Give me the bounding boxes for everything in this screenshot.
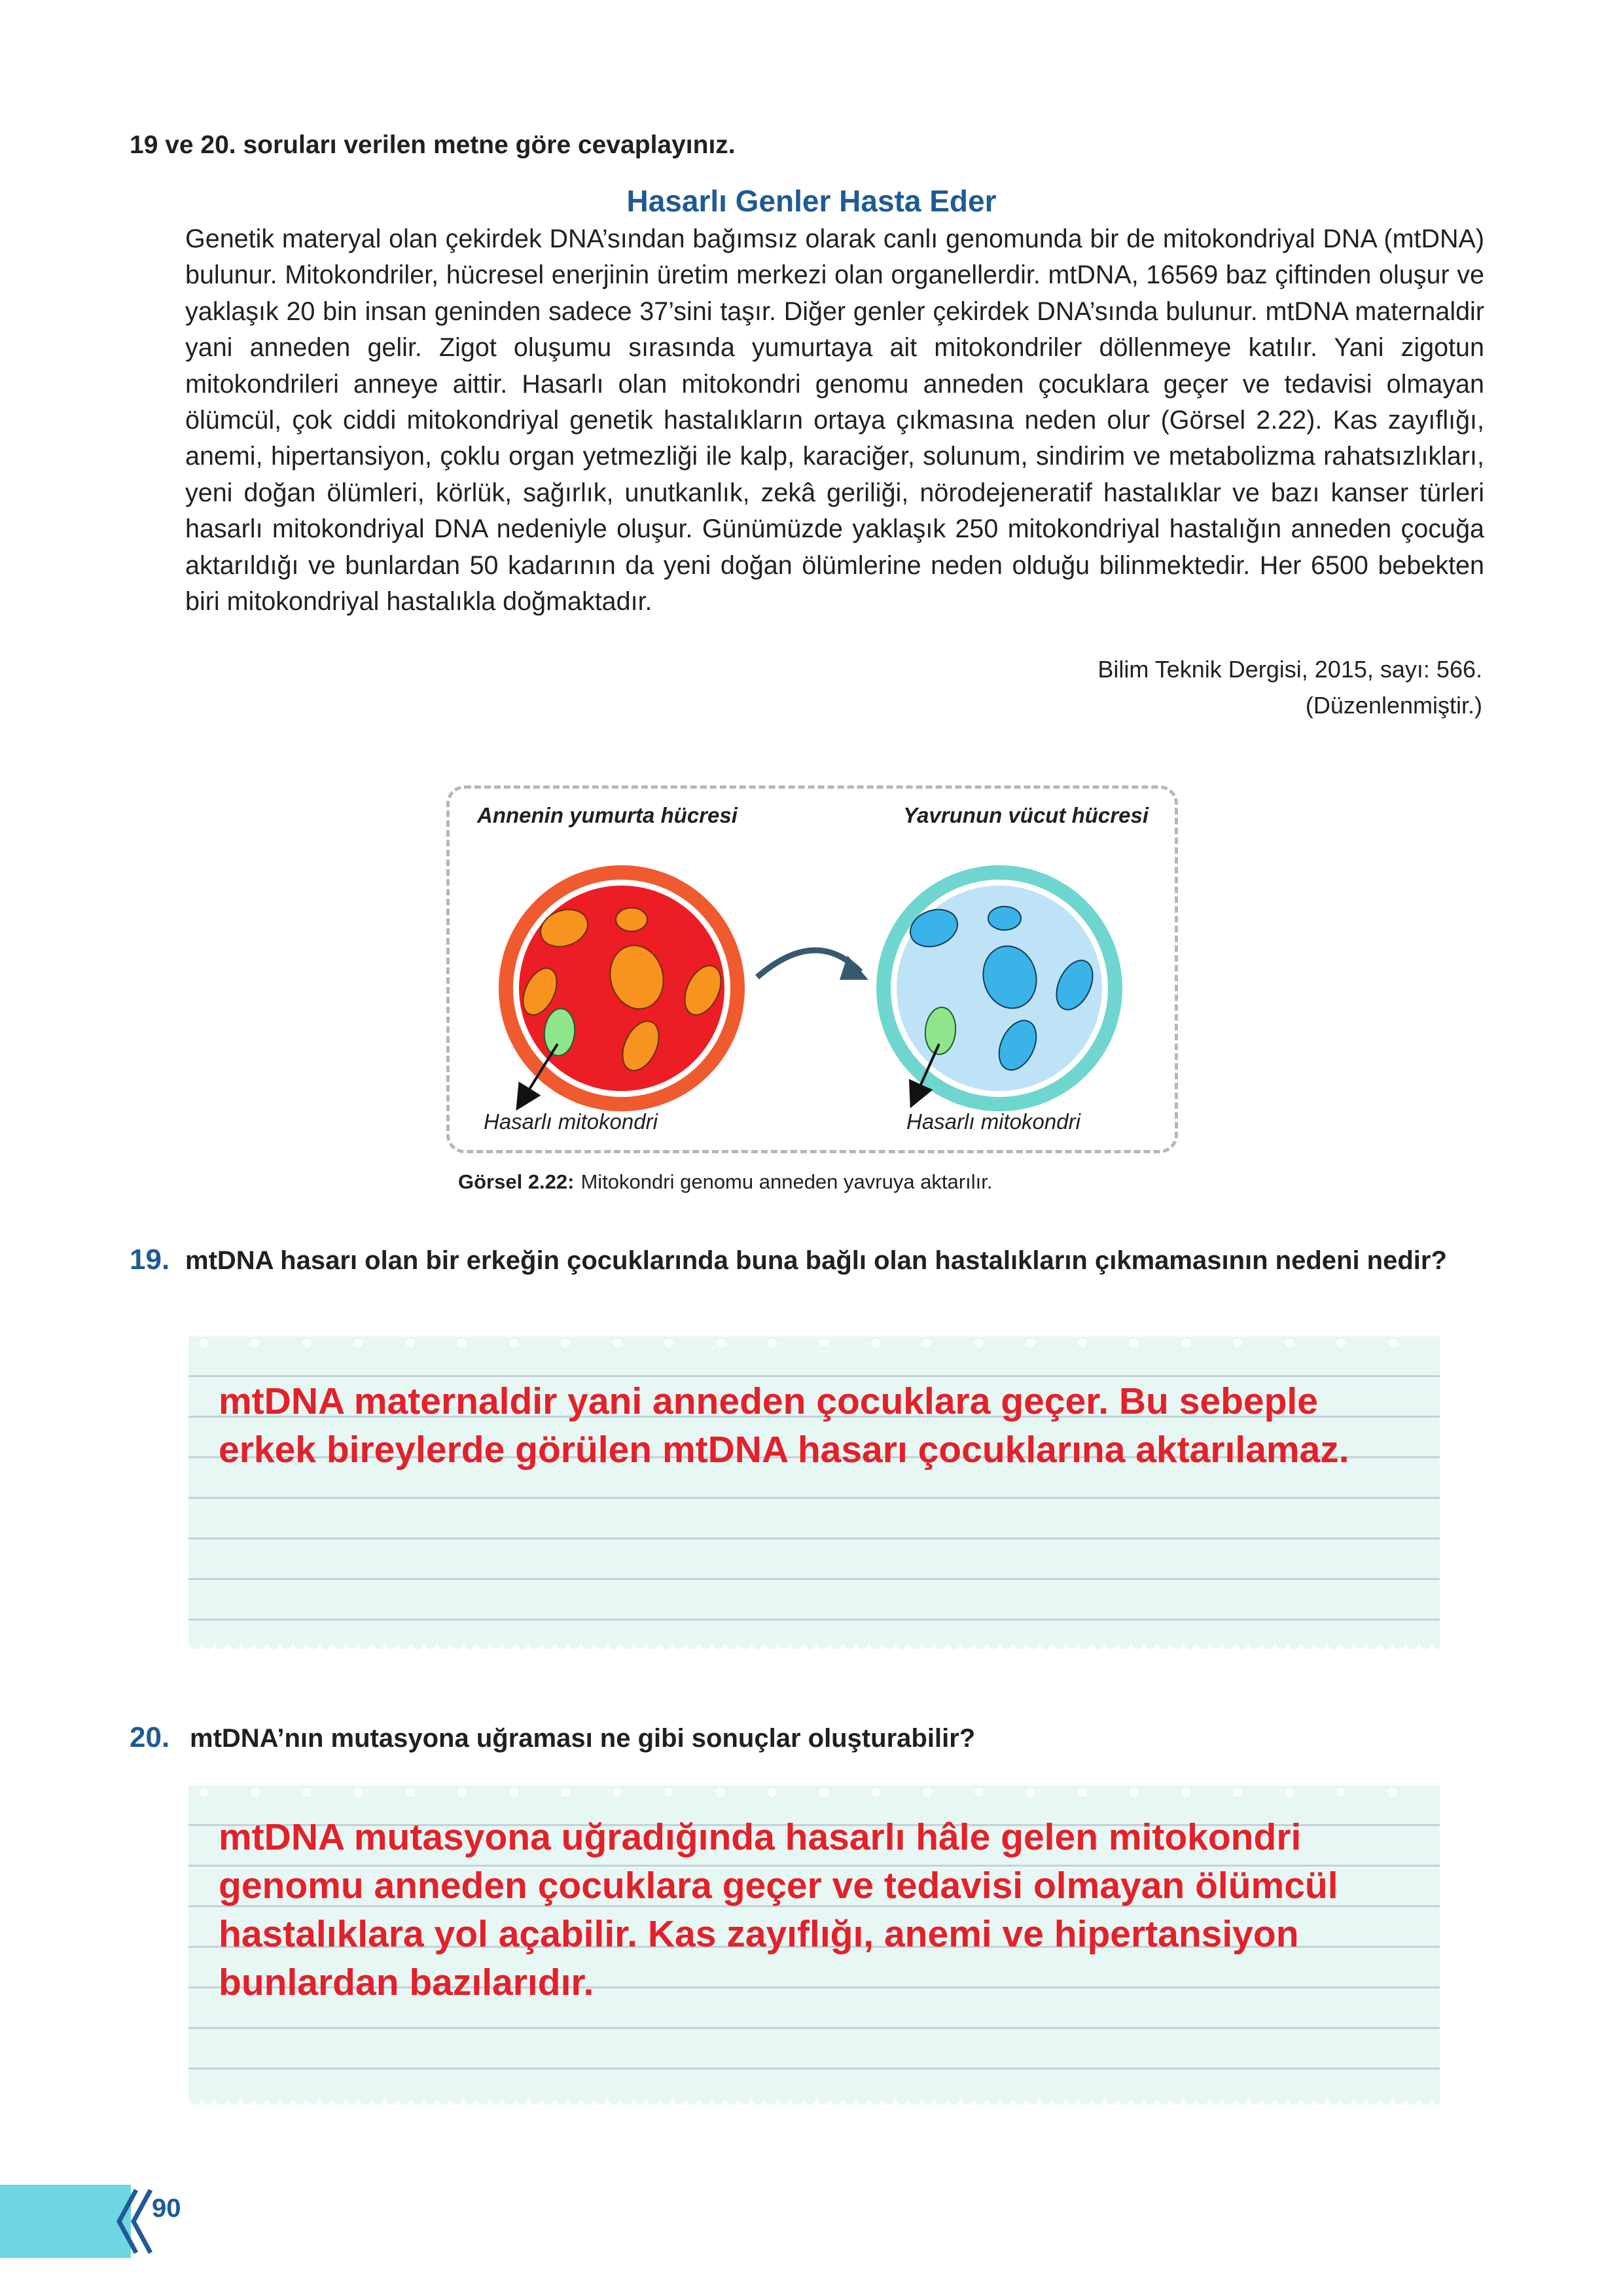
note-pad-torn-edge: [188, 2098, 1440, 2108]
article-title: Hasarlı Genler Hasta Eder: [626, 184, 997, 218]
answer-line: bunlardan bazılarıdır.: [219, 1962, 594, 2003]
figure-caption-label: Görsel 2.22:: [458, 1170, 575, 1193]
body-damaged-mitochondria-label: Hasarlı mitokondri: [906, 1109, 1080, 1134]
egg-cell: [499, 865, 745, 1111]
note-pad-holes: [188, 1336, 1440, 1350]
source-edited-note: (Düzenlenmiştir.): [1305, 692, 1482, 719]
body-cell: [876, 865, 1122, 1111]
answer-line: mtDNA mutasyona uğradığında hasarlı hâle gelen mitokondri: [219, 1816, 1302, 1858]
figure-drawing: [450, 789, 1175, 1150]
article-body: [185, 221, 1484, 620]
egg-damaged-mitochondria-label: Hasarlı mitokondri: [484, 1109, 658, 1134]
answer-19-note-pad: [188, 1336, 1440, 1644]
body-cell-label: Yavrunun vücut hücresi: [903, 803, 1149, 827]
question-20-number: 20.: [130, 1721, 170, 1753]
source-citation: Bilim Teknik Dergisi, 2015, sayı: 566.: [1097, 656, 1482, 683]
answer-line: genomu anneden çocuklara geçer ve tedavisi olmayan ölümcül: [219, 1865, 1338, 1907]
answer-line: mtDNA maternaldir yani anneden çocuklara geçer. Bu sebeple: [219, 1380, 1318, 1422]
question-19-number: 19.: [130, 1244, 170, 1276]
note-pad-holes: [188, 1785, 1440, 1799]
question-19-text: mtDNA hasarı olan bir erkeğin çocuklarında buna bağlı olan hastalıkların çıkmamasının nedeni nedir?: [185, 1246, 1447, 1275]
question-20-text: mtDNA’nın mutasyona uğraması ne gibi sonuçlar oluşturabilir?: [190, 1724, 976, 1753]
note-pad-torn-edge: [188, 1643, 1440, 1652]
answer-line: hastalıklara yol açabilir. Kas zayıflığı, anemi ve hipertansiyon: [219, 1913, 1299, 1955]
double-chevron-left-icon: [110, 2185, 156, 2258]
figure-caption: [458, 1170, 992, 1194]
figure-caption-text: Mitokondri genomu anneden yavruya aktarılır.: [580, 1170, 993, 1193]
answer-20-text: [219, 1813, 1338, 2007]
figure-mitochondria-inheritance: [446, 785, 1178, 1153]
answer-line: erkek bireylerde görülen mtDNA hasarı çocuklarına aktarılamaz.: [219, 1429, 1349, 1471]
answer-19-text: [219, 1377, 1349, 1474]
section-intro: 19 ve 20. soruları verilen metne göre cevaplayınız.: [130, 131, 736, 159]
page-number: 90: [152, 2194, 181, 2223]
egg-mitochondrion: [616, 908, 647, 931]
body-mitochondrion: [988, 906, 1021, 930]
egg-cell-label: Annenin yumurta hücresi: [477, 803, 738, 827]
article-paragraph: Genetik materyal olan çekirdek DNA’sından bağımsız olarak canlı genomunda bir de mitokondriyal DNA (mtDNA) bulunur. Mitokondriler, hücresel enerjinin üretim merkezi olan organellerdir. mtDNA, 16569 baz çiftinden oluşur ve yaklaşık 20 bin insan geninden sadece 37’sini taşır. Diğer genler çekirdek DNA’sında bulunur. mtDNA maternaldir yani anneden gelir. Zigot oluşumu sırasında yumurtaya ait mitokondriler döllenmeye katılır. Yani zigotun mitokondrileri anneye aittir. Hasarlı olan mitokondri genomu anneden çocuklara geçer ve tedavisi olmayan ölümcül, çok ciddi mitokondriyal genetik hastalıkların ortaya çıkmasına neden olur (Görsel 2.22). Kas zayıflığı, anemi, hipertansiyon, çoklu organ yetmezliği ile kalp, karaciğer, solunum, sindirim ve metabolizma rahatsızlıkları, yeni doğan ölümleri, körlük, sağırlık, unutkanlık, zekâ geriliği, nörodejeneratif hastalıklar ve bazı kanser türleri hasarlı mitokondriyal DNA nedeniyle oluşur. Günümüzde yaklaşık 250 mitokondriyal hastalığın anneden çocuğa aktarıldığı ve bunlardan 50 kadarının da yeni doğan ölümlerine neden olduğu bilinmektedir. Her 6500 bebekten biri mitokondriyal hastalıkla doğmaktadır.: [185, 224, 1484, 617]
article-source: [1097, 651, 1482, 723]
answer-20-note-pad: [188, 1785, 1440, 2100]
